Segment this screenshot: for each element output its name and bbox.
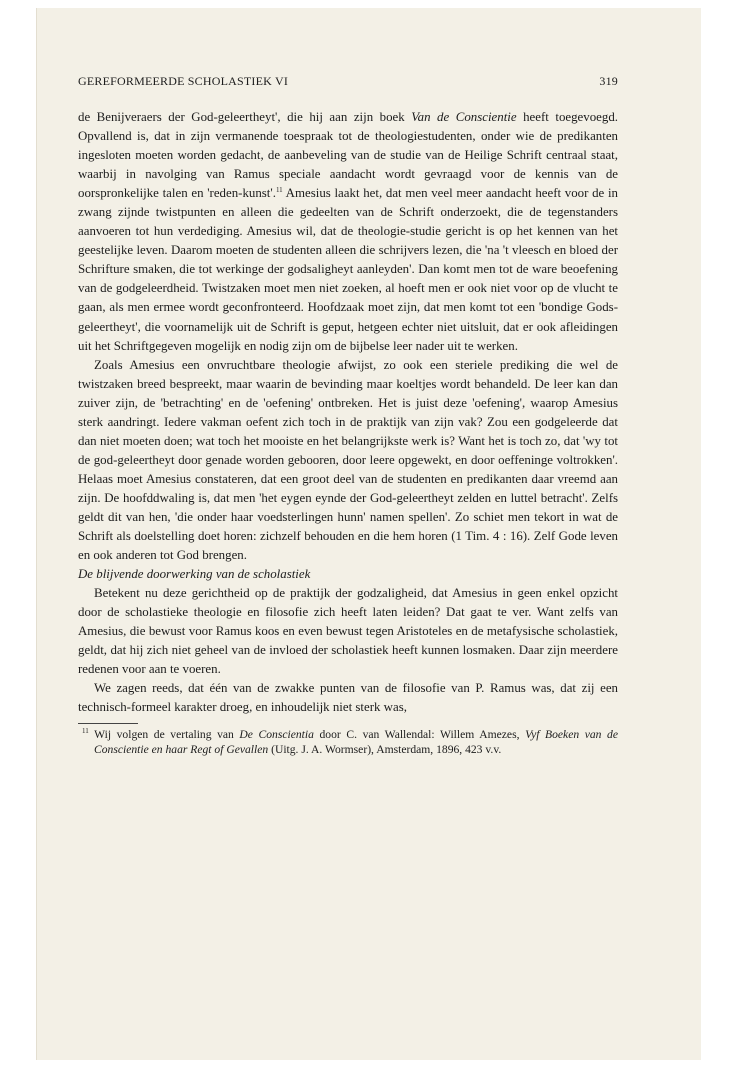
footnote-title-2: Vyf Boeken van de Conscientie en haar Regt of Gevallen: [94, 727, 618, 756]
p1-text-a: de Benijveraers der God-geleertheyt', die hij aan zijn boek: [78, 110, 412, 124]
paragraph-2: Zoals Amesius een onvruchtbare theologie afwijst, zo ook een steriele prediking die wel de twistzaken breed bespreekt, maar waarin de bevinding maar koeltjes wordt behandeld. De leer kan dan zuiver zijn, de 'betrachting' en de 'oefening' ontbreken. Het is juist deze 'oefening', waarop Amesius sterk aandringt. Iedere vakman oefent zich toch in de praktijk van zijn vak? Zou een godgeleerde dat dan niet moeten doen; wat toch het mooiste en het belangrijkste werk is? Want het is toch zo, dat 'wy tot de god-geleertheyt door genade worden gebooren, door leere opgewekt, en door oeffeninge voltrokken'. Helaas moet Amesius constateren, dat een groot deel van de studenten en predikanten daar vreemd aan zijn. De hoofddwaling is, dat men 'het eygen eynde der God-geleertheyt zelden en luttel betracht'. Zelfs geldt dit van hen, 'die onder haar voedsterlingen hunn' namen spellen'. Zo schiet men tekort in wat de Schrift als doelstelling doet horen: zichzelf behouden en die hem horen (1 Tim. 4 : 16). Zelf Gode leven en ook anderen tot God brengen.: [78, 357, 618, 563]
running-header: [78, 72, 618, 92]
book-title: Van de Conscientie: [411, 110, 517, 124]
section-title: De blijvende doorwerking van de scholastiek: [78, 567, 311, 582]
footnote-text-c: (Uitg. J. A. Wormser), Amsterdam, 1896, 423 v.v.: [268, 742, 502, 756]
footnote-title-1: De Conscientia: [239, 727, 314, 741]
running-title: GEREFORMEERDE SCHOLASTIEK VI: [78, 74, 289, 88]
paragraph-4: We zagen reeds, dat één van de zwakke punten van de filosofie van P. Ramus was, dat zij een technisch-formeel karakter droeg, en inhoudelijk niet sterk was,: [78, 681, 618, 715]
p1-text-c: Amesius laakt het, dat men veel meer aandacht heeft voor de in zwang zijnde twistpunten en alleen die gedeelten van de Schrift onderzoekt, die de tegenstanders aanvoeren tot hun verdediging. Amesius wil, dat de theologie-studie gericht is op het kennen van het geestelijke leven. Daarom moeten de studenten alleen die schrijvers lezen, die 'na 't vleesch en bloed der Schrifture smaken, die tot werkinge der godsaligheyt aanleyden'. Dan komt men tot de ware beoefening van de godgeleerdheid. Twistzaken moet men niet zoeken, al hoeft men er ook niet voor op de vlucht te gaan, als men ermee wordt geconfronteerd. Hoofdzaak moet zijn, dat men komt tot een 'bondige Gods-geleertheyt', die voornamelijk uit de Schrift is geput, hetgeen echter niet uitsluit, dat er ook afleidingen uit het Schriftgegeven mogelijk en nodig zijn om de bijbelse leer nader uit te werken.: [78, 186, 618, 353]
paragraph-3: Betekent nu deze gerichtheid op de praktijk der godzaligheid, dat Amesius in geen enkel opzicht door de scholastieke theologie en filosofie zich heeft laten leiden? Dat gaat te ver. Want zelfs van Amesius, die bewust voor Ramus koos en even bewust tegen Aristoteles en de metafysische scholastiek, geldt, dat hij zich niet geheel van de invloed der scholastiek heeft kunnen losmaken. Daar zijn meerdere redenen voor aan te voeren.: [78, 586, 618, 677]
footnote-divider: [78, 723, 138, 724]
footnote: [78, 727, 618, 757]
paragraph-1: [78, 108, 618, 356]
page-number: 319: [599, 74, 618, 88]
footnote-number: 11: [82, 726, 89, 735]
footnote-text-a: Wij volgen de vertaling van: [88, 727, 240, 741]
footnote-ref[interactable]: 11: [275, 186, 283, 195]
footnote-text-b: door C. van Wallendal: Willem Amezes,: [313, 727, 526, 741]
p1-text-b: heeft toegevoegd. Opvallend is, dat in zijn vermanende toespraak tot de theologiestudenten, onder wie de predikanten ingesloten moeten worden gedacht, de aanbeveling van de studie van de Heilige Schrift centraal staat, waarbij in navolging van Ramus speciale aandacht wordt gevraagd voor de kennis van de oorspronkelijke talen en 'reden-kunst'.: [78, 110, 618, 201]
page-content: [78, 72, 618, 757]
